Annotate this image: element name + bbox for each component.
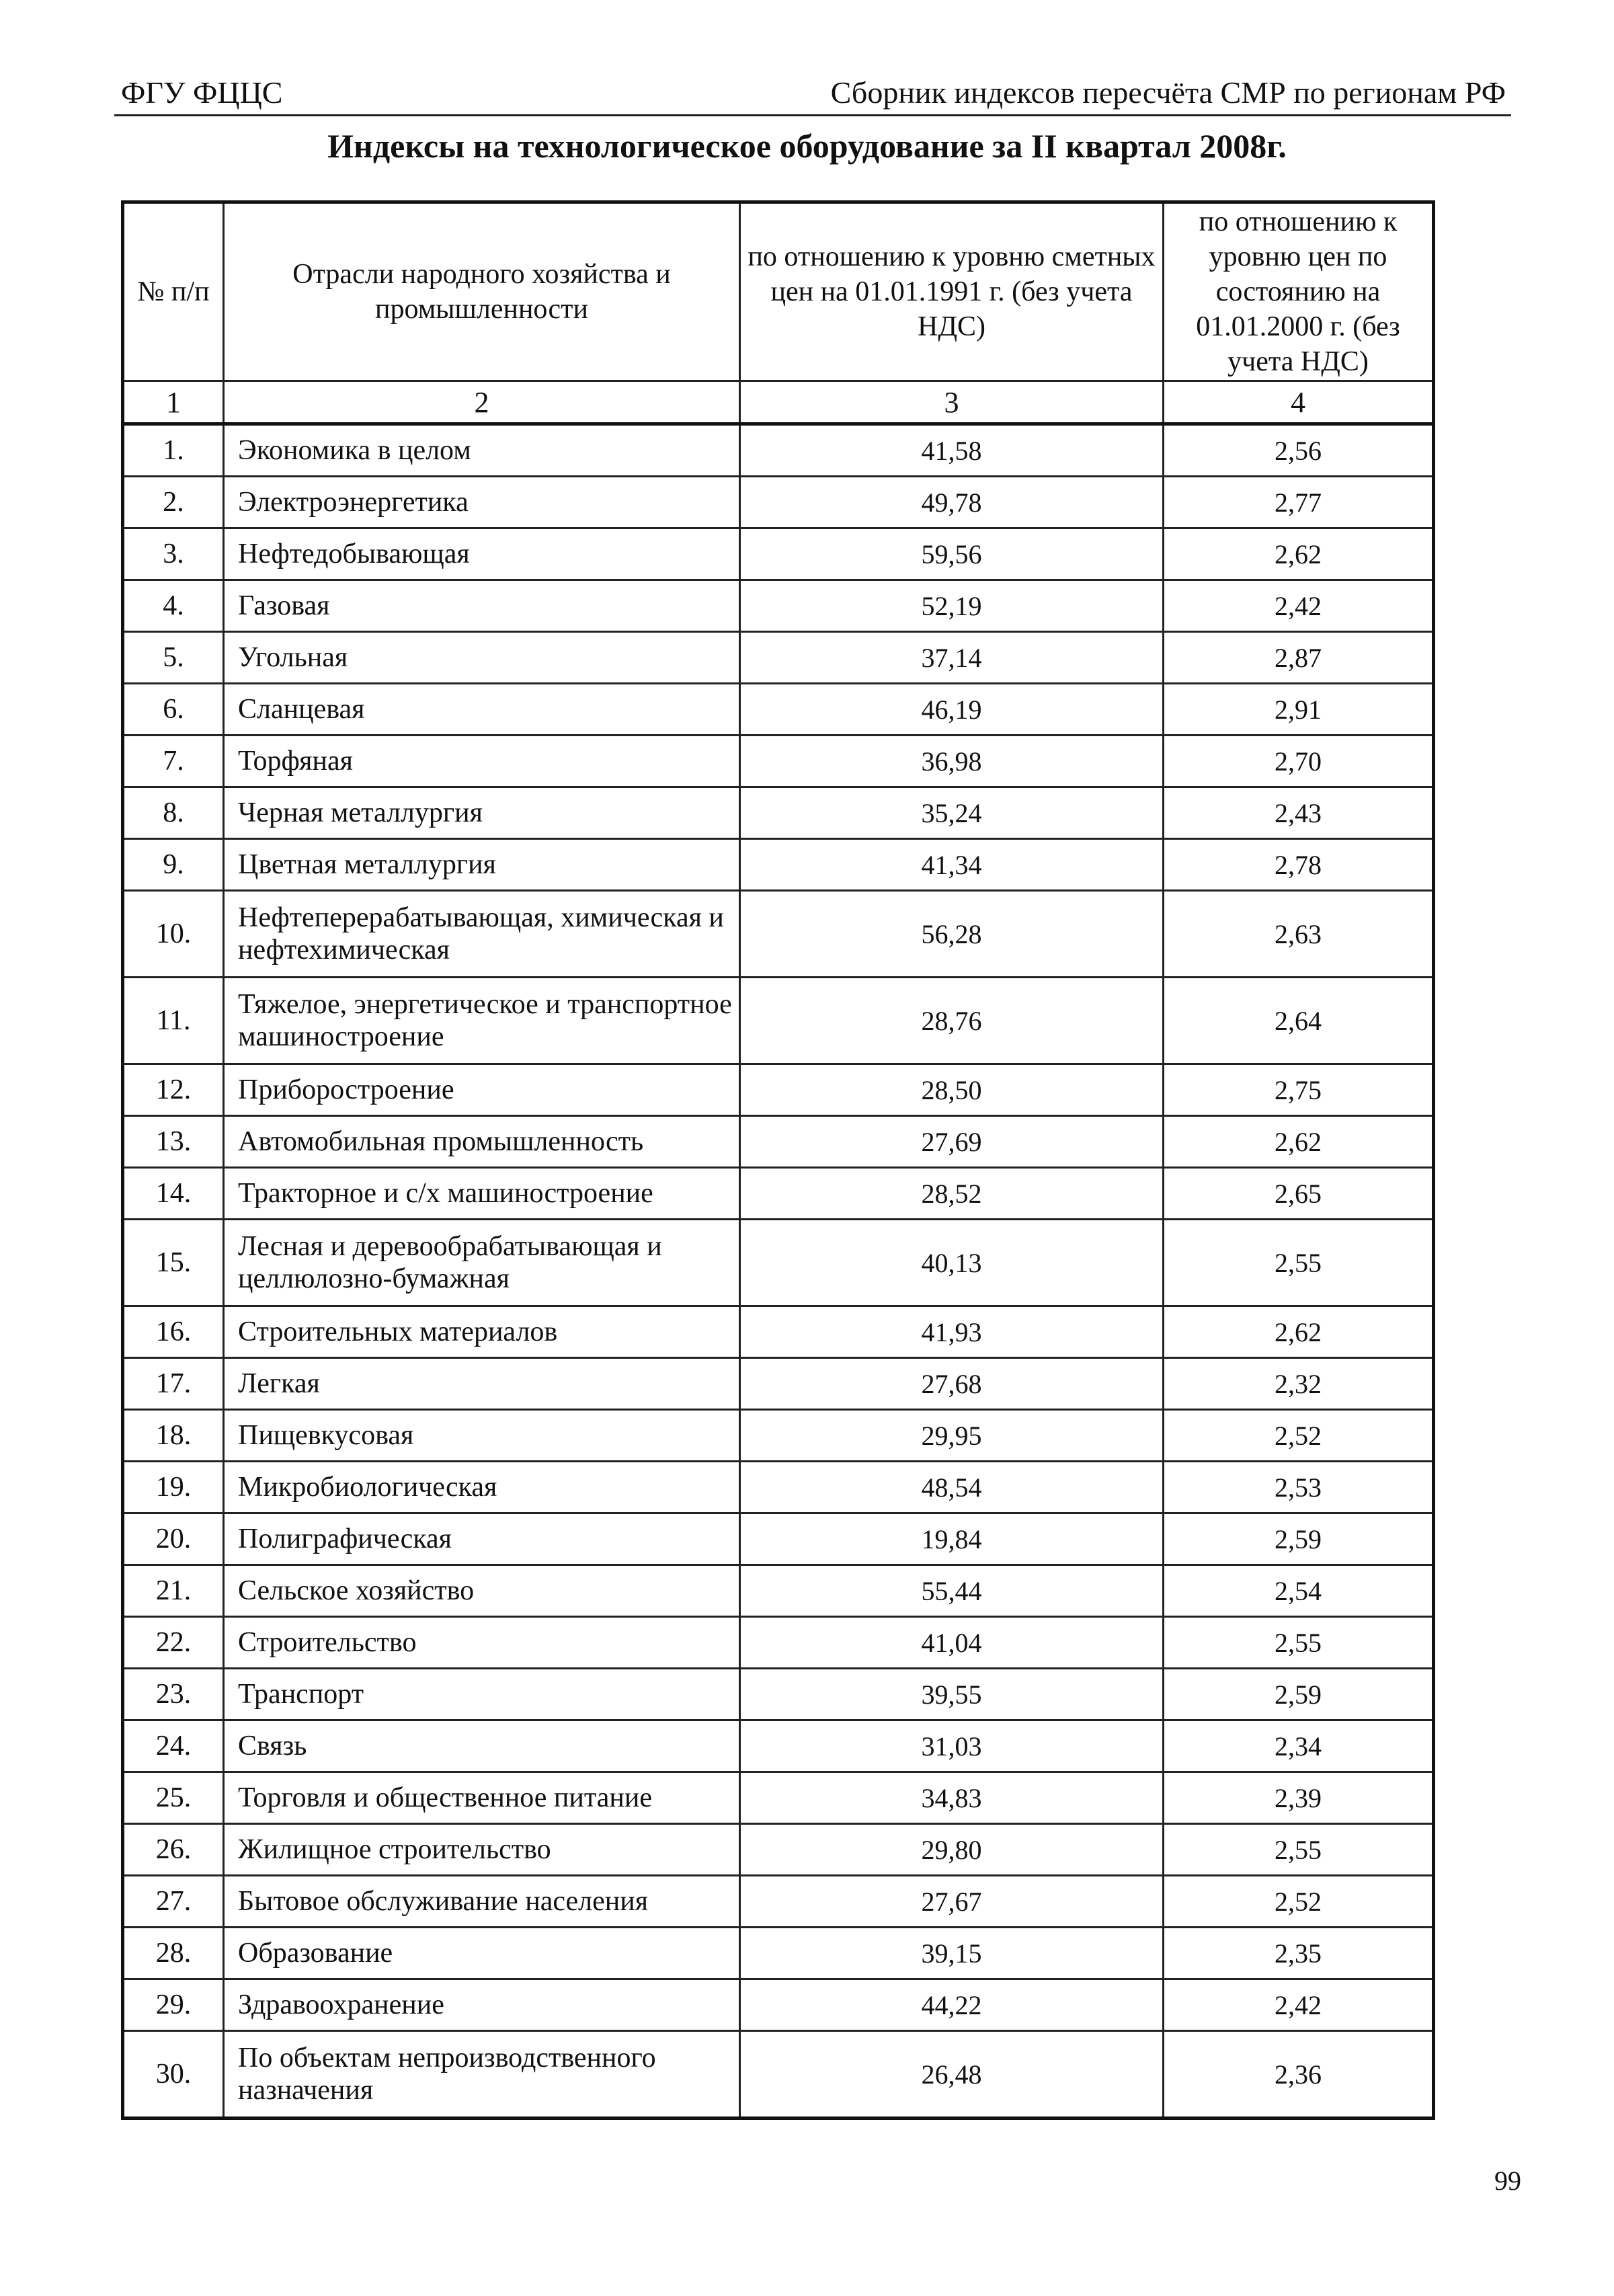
industry-name: Электроэнергетика bbox=[224, 477, 740, 528]
industry-name: Нефтеперерабатывающая, химическая и нефтехимическая bbox=[224, 891, 740, 978]
row-number: 28. bbox=[123, 1928, 224, 1979]
table-row bbox=[123, 1928, 1434, 1979]
index-2000-value: 2,65 bbox=[1164, 1168, 1434, 1220]
index-1991-value: 28,50 bbox=[740, 1064, 1164, 1116]
table-row bbox=[123, 580, 1434, 632]
industry-name: Цветная металлургия bbox=[224, 839, 740, 891]
table-row bbox=[123, 1462, 1434, 1513]
index-1991-value: 41,04 bbox=[740, 1617, 1164, 1669]
index-1991-value: 39,55 bbox=[740, 1669, 1164, 1720]
industry-name: Образование bbox=[224, 1928, 740, 1979]
industry-name: Торговля и общественное питание bbox=[224, 1772, 740, 1824]
row-number: 11. bbox=[123, 978, 224, 1064]
industry-name: Угольная bbox=[224, 632, 740, 684]
row-number: 1. bbox=[123, 424, 224, 477]
index-2000-value: 2,70 bbox=[1164, 736, 1434, 787]
industry-name: Экономика в целом bbox=[224, 424, 740, 477]
index-2000-value: 2,54 bbox=[1164, 1565, 1434, 1617]
index-2000-value: 2,34 bbox=[1164, 1720, 1434, 1772]
table-row bbox=[123, 1116, 1434, 1168]
running-header bbox=[114, 73, 1511, 116]
table-row bbox=[123, 684, 1434, 736]
row-number: 25. bbox=[123, 1772, 224, 1824]
industry-name: Торфяная bbox=[224, 736, 740, 787]
index-1991-value: 28,52 bbox=[740, 1168, 1164, 1220]
row-number: 30. bbox=[123, 2031, 224, 2119]
index-2000-value: 2,56 bbox=[1164, 424, 1434, 477]
column-number: 1 bbox=[123, 381, 224, 424]
industry-name: Сланцевая bbox=[224, 684, 740, 736]
industry-name: Газовая bbox=[224, 580, 740, 632]
index-2000-value: 2,62 bbox=[1164, 1306, 1434, 1358]
row-number: 20. bbox=[123, 1513, 224, 1565]
row-number: 6. bbox=[123, 684, 224, 736]
index-1991-value: 49,78 bbox=[740, 477, 1164, 528]
industry-name: Бытовое обслуживание населения bbox=[224, 1876, 740, 1928]
column-number-row bbox=[123, 381, 1434, 424]
row-number: 2. bbox=[123, 477, 224, 528]
index-2000-value: 2,62 bbox=[1164, 1116, 1434, 1168]
row-number: 12. bbox=[123, 1064, 224, 1116]
row-number: 4. bbox=[123, 580, 224, 632]
index-1991-value: 19,84 bbox=[740, 1513, 1164, 1565]
row-number: 10. bbox=[123, 891, 224, 978]
industry-name: Сельское хозяйство bbox=[224, 1565, 740, 1617]
collection-title: Сборник индексов пересчёта СМР по регионам РФ bbox=[830, 75, 1506, 110]
row-number: 19. bbox=[123, 1462, 224, 1513]
column-number: 2 bbox=[224, 381, 740, 424]
index-1991-value: 59,56 bbox=[740, 528, 1164, 580]
column-header-industry: Отрасли народного хозяйства и промышленности bbox=[224, 202, 740, 381]
table-row bbox=[123, 2031, 1434, 2119]
industry-name: Пищевкусовая bbox=[224, 1410, 740, 1462]
index-1991-value: 41,93 bbox=[740, 1306, 1164, 1358]
table-header-row bbox=[123, 202, 1434, 381]
industry-name: Здравоохранение bbox=[224, 1979, 740, 2031]
table-row bbox=[123, 891, 1434, 978]
index-1991-value: 27,69 bbox=[740, 1116, 1164, 1168]
industry-name: Автомобильная промышленность bbox=[224, 1116, 740, 1168]
index-1991-value: 44,22 bbox=[740, 1979, 1164, 2031]
index-1991-value: 31,03 bbox=[740, 1720, 1164, 1772]
row-number: 17. bbox=[123, 1358, 224, 1410]
table-row bbox=[123, 978, 1434, 1064]
index-1991-value: 35,24 bbox=[740, 787, 1164, 839]
index-1991-value: 52,19 bbox=[740, 580, 1164, 632]
table-row bbox=[123, 787, 1434, 839]
index-2000-value: 2,36 bbox=[1164, 2031, 1434, 2119]
row-number: 21. bbox=[123, 1565, 224, 1617]
industry-name: Легкая bbox=[224, 1358, 740, 1410]
index-2000-value: 2,32 bbox=[1164, 1358, 1434, 1410]
index-2000-value: 2,75 bbox=[1164, 1064, 1434, 1116]
index-1991-value: 41,58 bbox=[740, 424, 1164, 477]
table-row bbox=[123, 1979, 1434, 2031]
index-1991-value: 29,95 bbox=[740, 1410, 1164, 1462]
industry-name: Полиграфическая bbox=[224, 1513, 740, 1565]
index-2000-value: 2,55 bbox=[1164, 1617, 1434, 1669]
industry-name: Тяжелое, энергетическое и транспортное машиностроение bbox=[224, 978, 740, 1064]
index-1991-value: 26,48 bbox=[740, 2031, 1164, 2119]
index-2000-value: 2,53 bbox=[1164, 1462, 1434, 1513]
index-2000-value: 2,63 bbox=[1164, 891, 1434, 978]
row-number: 22. bbox=[123, 1617, 224, 1669]
index-2000-value: 2,59 bbox=[1164, 1513, 1434, 1565]
index-1991-value: 56,28 bbox=[740, 891, 1164, 978]
table-row bbox=[123, 736, 1434, 787]
table-row bbox=[123, 528, 1434, 580]
index-2000-value: 2,62 bbox=[1164, 528, 1434, 580]
table-row bbox=[123, 1220, 1434, 1306]
row-number: 16. bbox=[123, 1306, 224, 1358]
index-1991-value: 29,80 bbox=[740, 1824, 1164, 1876]
table-row bbox=[123, 839, 1434, 891]
row-number: 15. bbox=[123, 1220, 224, 1306]
index-1991-value: 34,83 bbox=[740, 1772, 1164, 1824]
index-1991-value: 37,14 bbox=[740, 632, 1164, 684]
table-row bbox=[123, 632, 1434, 684]
row-number: 13. bbox=[123, 1116, 224, 1168]
table-row bbox=[123, 1720, 1434, 1772]
index-table bbox=[121, 200, 1435, 2120]
table-row bbox=[123, 1410, 1434, 1462]
row-number: 18. bbox=[123, 1410, 224, 1462]
organization-name: ФГУ ФЦЦС bbox=[121, 75, 283, 110]
table-row bbox=[123, 424, 1434, 477]
table-row bbox=[123, 1513, 1434, 1565]
industry-name: Строительство bbox=[224, 1617, 740, 1669]
row-number: 9. bbox=[123, 839, 224, 891]
table-row bbox=[123, 1669, 1434, 1720]
index-2000-value: 2,39 bbox=[1164, 1772, 1434, 1824]
column-number: 3 bbox=[740, 381, 1164, 424]
table-row bbox=[123, 1064, 1434, 1116]
industry-name: Строительных материалов bbox=[224, 1306, 740, 1358]
row-number: 23. bbox=[123, 1669, 224, 1720]
page-number: 99 bbox=[1494, 2166, 1521, 2196]
table-row bbox=[123, 1772, 1434, 1824]
row-number: 29. bbox=[123, 1979, 224, 2031]
table-row bbox=[123, 1358, 1434, 1410]
industry-name: Связь bbox=[224, 1720, 740, 1772]
index-2000-value: 2,52 bbox=[1164, 1410, 1434, 1462]
industry-name: Приборостроение bbox=[224, 1064, 740, 1116]
index-1991-value: 48,54 bbox=[740, 1462, 1164, 1513]
index-2000-value: 2,78 bbox=[1164, 839, 1434, 891]
industry-name: Тракторное и с/х машиностроение bbox=[224, 1168, 740, 1220]
index-1991-value: 28,76 bbox=[740, 978, 1164, 1064]
industry-name: Транспорт bbox=[224, 1669, 740, 1720]
industry-name: Микробиологическая bbox=[224, 1462, 740, 1513]
industry-name: Лесная и деревообрабатывающая и целлюлозно-бумажная bbox=[224, 1220, 740, 1306]
row-number: 27. bbox=[123, 1876, 224, 1928]
industry-name: Нефтедобывающая bbox=[224, 528, 740, 580]
index-2000-value: 2,91 bbox=[1164, 684, 1434, 736]
index-2000-value: 2,43 bbox=[1164, 787, 1434, 839]
table-row bbox=[123, 1168, 1434, 1220]
index-1991-value: 39,15 bbox=[740, 1928, 1164, 1979]
column-header-number: № п/п bbox=[123, 202, 224, 381]
index-2000-value: 2,55 bbox=[1164, 1220, 1434, 1306]
index-2000-value: 2,55 bbox=[1164, 1824, 1434, 1876]
page-title: Индексы на технологическое оборудование за II квартал 2008г. bbox=[327, 127, 1287, 165]
row-number: 3. bbox=[123, 528, 224, 580]
index-1991-value: 27,67 bbox=[740, 1876, 1164, 1928]
index-2000-value: 2,87 bbox=[1164, 632, 1434, 684]
row-number: 24. bbox=[123, 1720, 224, 1772]
industry-name: Черная металлургия bbox=[224, 787, 740, 839]
table-body bbox=[123, 381, 1434, 2119]
industry-name: Жилищное строительство bbox=[224, 1824, 740, 1876]
index-2000-value: 2,77 bbox=[1164, 477, 1434, 528]
index-1991-value: 55,44 bbox=[740, 1565, 1164, 1617]
column-header-index-2000: по отношению к уровню цен по состоянию на 01.01.2000 г. (без учета НДС) bbox=[1164, 202, 1434, 381]
table-row bbox=[123, 1876, 1434, 1928]
column-header-index-1991: по отношению к уровню сметных цен на 01.01.1991 г. (без учета НДС) bbox=[740, 202, 1164, 381]
index-2000-value: 2,42 bbox=[1164, 580, 1434, 632]
index-2000-value: 2,59 bbox=[1164, 1669, 1434, 1720]
row-number: 26. bbox=[123, 1824, 224, 1876]
index-2000-value: 2,35 bbox=[1164, 1928, 1434, 1979]
row-number: 14. bbox=[123, 1168, 224, 1220]
table-row bbox=[123, 1617, 1434, 1669]
index-2000-value: 2,42 bbox=[1164, 1979, 1434, 2031]
row-number: 7. bbox=[123, 736, 224, 787]
index-2000-value: 2,52 bbox=[1164, 1876, 1434, 1928]
row-number: 5. bbox=[123, 632, 224, 684]
table-row bbox=[123, 1565, 1434, 1617]
index-1991-value: 27,68 bbox=[740, 1358, 1164, 1410]
industry-name: По объектам непроизводственного назначения bbox=[224, 2031, 740, 2119]
row-number: 8. bbox=[123, 787, 224, 839]
index-2000-value: 2,64 bbox=[1164, 978, 1434, 1064]
index-1991-value: 40,13 bbox=[740, 1220, 1164, 1306]
index-1991-value: 46,19 bbox=[740, 684, 1164, 736]
table-row bbox=[123, 1306, 1434, 1358]
column-number: 4 bbox=[1164, 381, 1434, 424]
table-row bbox=[123, 477, 1434, 528]
table-row bbox=[123, 1824, 1434, 1876]
index-1991-value: 41,34 bbox=[740, 839, 1164, 891]
index-1991-value: 36,98 bbox=[740, 736, 1164, 787]
